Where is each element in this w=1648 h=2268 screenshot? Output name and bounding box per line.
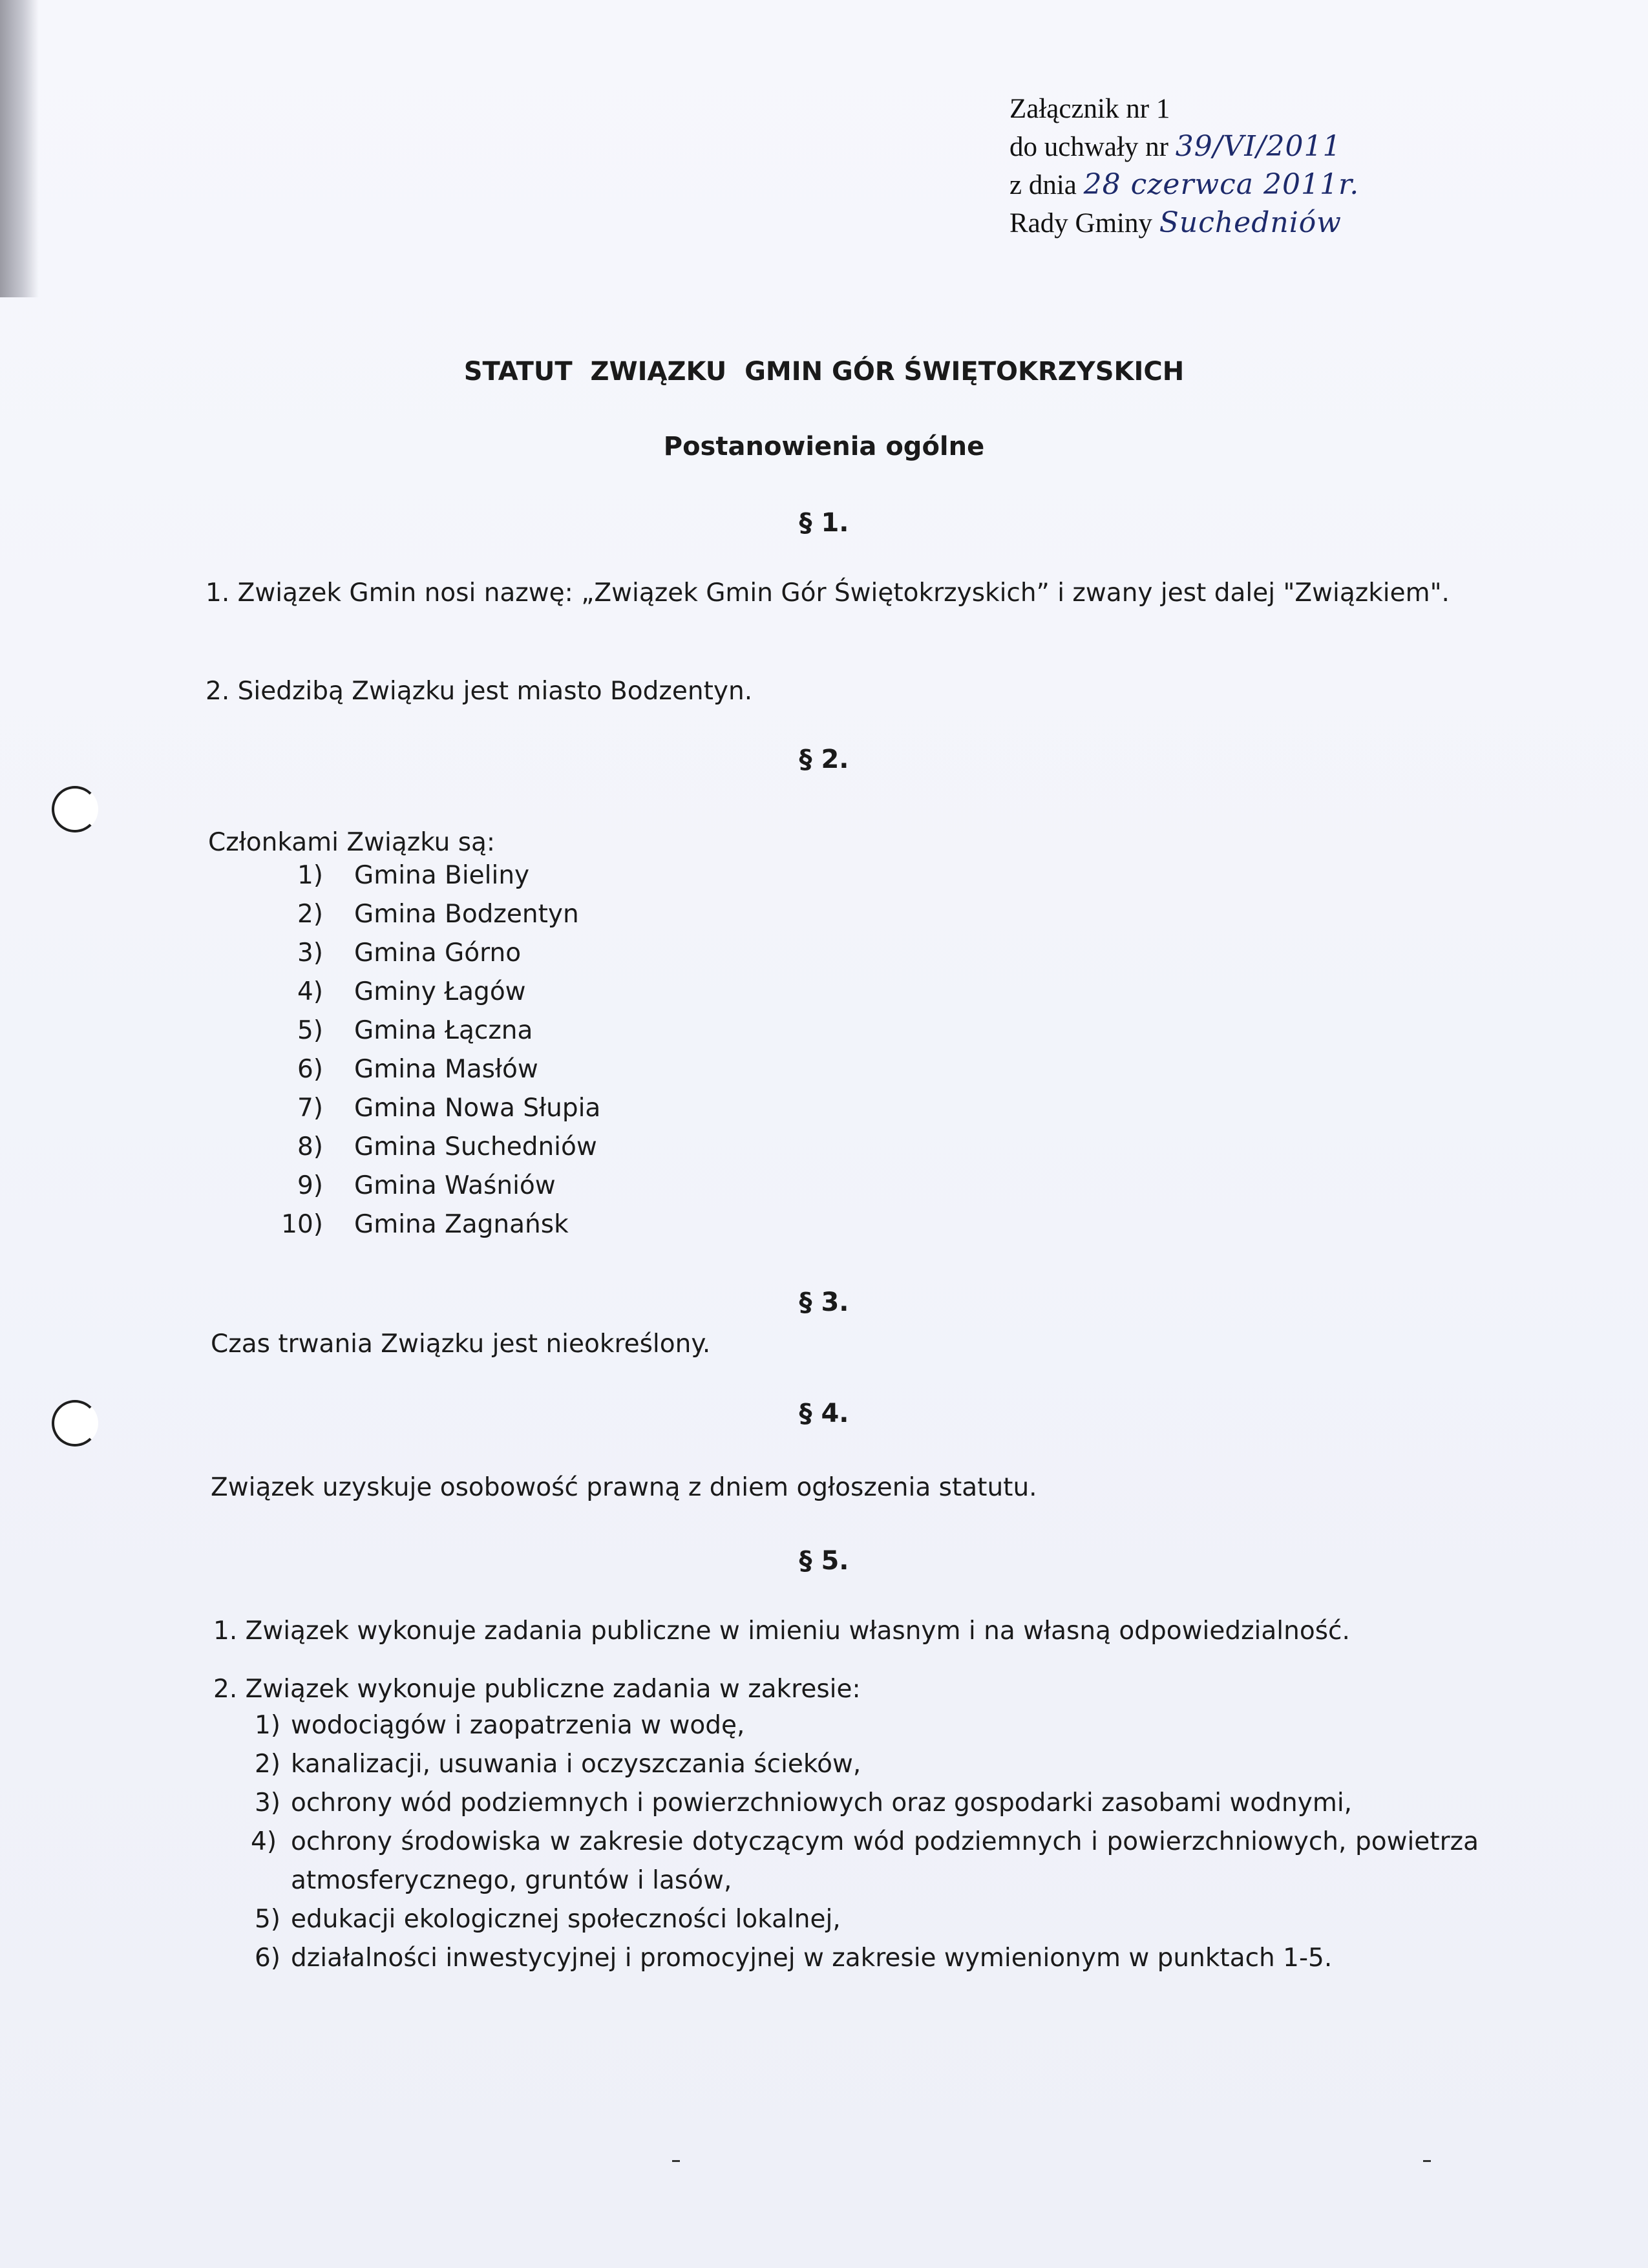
member-number: 4) xyxy=(297,977,323,1006)
s3-text: Czas trwania Związku jest nieokreślony. xyxy=(211,1330,711,1359)
member-number: 3) xyxy=(297,938,323,968)
list-item xyxy=(278,977,730,1010)
annex-council-value: Suchedniów xyxy=(1159,206,1342,239)
member-name: Gmina Łączna xyxy=(354,1016,533,1045)
annex-line-3 xyxy=(1009,166,1359,204)
member-number: 8) xyxy=(297,1132,323,1161)
annex-date-label: z dnia xyxy=(1009,170,1077,200)
list-item xyxy=(278,861,730,893)
annex-line-4 xyxy=(1009,204,1359,242)
annex-resolution-number: 39/VI/2011 xyxy=(1175,130,1342,163)
member-number: 9) xyxy=(297,1171,323,1200)
task-text: działalności inwestycyjnej i promocyjnej w zakresie wymienionym w punktach 1-5. xyxy=(291,1944,1333,1973)
annex-block xyxy=(1009,90,1359,242)
list-item xyxy=(278,1094,730,1126)
member-name: Gmina Bieliny xyxy=(354,861,530,890)
task-number: 3) xyxy=(254,1788,280,1818)
member-name: Gmina Zagnańsk xyxy=(354,1210,569,1239)
s1-point-2: 2. Siedzibą Związku jest miasto Bodzentyn. xyxy=(206,677,753,706)
list-item xyxy=(278,1055,730,1087)
list-item xyxy=(278,1016,730,1048)
member-number: 5) xyxy=(297,1016,323,1045)
task-number: 5) xyxy=(254,1905,280,1934)
paragraph-mark-1: § 1. xyxy=(799,508,849,538)
task-number: 2) xyxy=(254,1750,280,1779)
annex-resolution-label: do uchwały nr xyxy=(1009,132,1168,162)
member-number: 1) xyxy=(297,861,323,890)
scan-edge-shadow xyxy=(0,0,39,297)
annex-line-1: Załącznik nr 1 xyxy=(1009,94,1170,124)
paragraph-mark-4: § 4. xyxy=(799,1399,849,1428)
scan-mark xyxy=(672,2160,680,2162)
task-text: ochrony wód podziemnych i powierzchniowych oraz gospodarki zasobami wodnymi, xyxy=(291,1788,1353,1818)
document-title: STATUT ZWIĄZKU GMIN GÓR ŚWIĘTOKRZYSKICH xyxy=(463,357,1185,387)
paragraph-mark-3: § 3. xyxy=(799,1288,849,1317)
list-item xyxy=(278,938,730,971)
list-item xyxy=(251,1939,1479,1978)
task-number: 1) xyxy=(254,1711,280,1740)
list-item xyxy=(251,1706,1479,1745)
task-text: edukacji ekologicznej społeczności lokalnej, xyxy=(291,1905,841,1934)
list-item xyxy=(278,1210,730,1242)
list-item xyxy=(251,1823,1479,1900)
s1-point-1: 1. Związek Gmin nosi nazwę: „Związek Gmin Gór Świętokrzyskich” i zwany jest dalej "Związkiem". xyxy=(206,578,1450,608)
paragraph-mark-2: § 2. xyxy=(799,745,849,774)
section-heading: Postanowienia ogólne xyxy=(663,432,985,461)
annex-date-value: 28 czerwca 2011r. xyxy=(1083,168,1360,201)
member-number: 6) xyxy=(297,1055,323,1084)
member-name: Gmina Górno xyxy=(354,938,522,968)
member-name: Gmina Bodzentyn xyxy=(354,900,579,929)
list-item xyxy=(251,1745,1479,1784)
task-number: 4) xyxy=(251,1827,277,1856)
s5-point-2: 2. Związek wykonuje publiczne zadania w zakresie: xyxy=(213,1675,861,1704)
member-number: 7) xyxy=(297,1094,323,1123)
task-number: 6) xyxy=(254,1944,280,1973)
annex-council-label: Rady Gminy xyxy=(1009,208,1152,238)
list-item xyxy=(278,1132,730,1165)
member-name: Gmina Suchedniów xyxy=(354,1132,597,1161)
member-name: Gmina Waśniów xyxy=(354,1171,556,1200)
list-item xyxy=(278,900,730,932)
member-name: Gmina Nowa Słupia xyxy=(354,1094,601,1123)
punch-hole-top xyxy=(52,786,98,832)
s5-point-1: 1. Związek wykonuje zadania publiczne w imieniu własnym i na własną odpowiedzialność. xyxy=(213,1616,1350,1646)
list-item xyxy=(251,1900,1479,1939)
annex-line-2 xyxy=(1009,128,1359,166)
scan-mark xyxy=(1423,2160,1431,2162)
member-name: Gmina Masłów xyxy=(354,1055,538,1084)
member-name: Gminy Łagów xyxy=(354,977,526,1006)
paragraph-mark-5: § 5. xyxy=(799,1546,849,1576)
task-text: wodociągów i zaopatrzenia w wodę, xyxy=(291,1711,745,1740)
member-number: 10) xyxy=(281,1210,323,1239)
member-number: 2) xyxy=(297,900,323,929)
members-intro: Członkami Związku są: xyxy=(208,828,496,857)
list-item xyxy=(278,1171,730,1203)
list-item xyxy=(251,1784,1479,1823)
s4-text: Związek uzyskuje osobowość prawną z dniem ogłoszenia statutu. xyxy=(211,1473,1037,1502)
task-text: ochrony środowiska w zakresie dotyczącym wód podziemnych i powierzchniowych, powietrza atmosferycznego, gruntów i lasów, xyxy=(291,1827,1479,1895)
task-text: kanalizacji, usuwania i oczyszczania ścieków, xyxy=(291,1750,861,1779)
